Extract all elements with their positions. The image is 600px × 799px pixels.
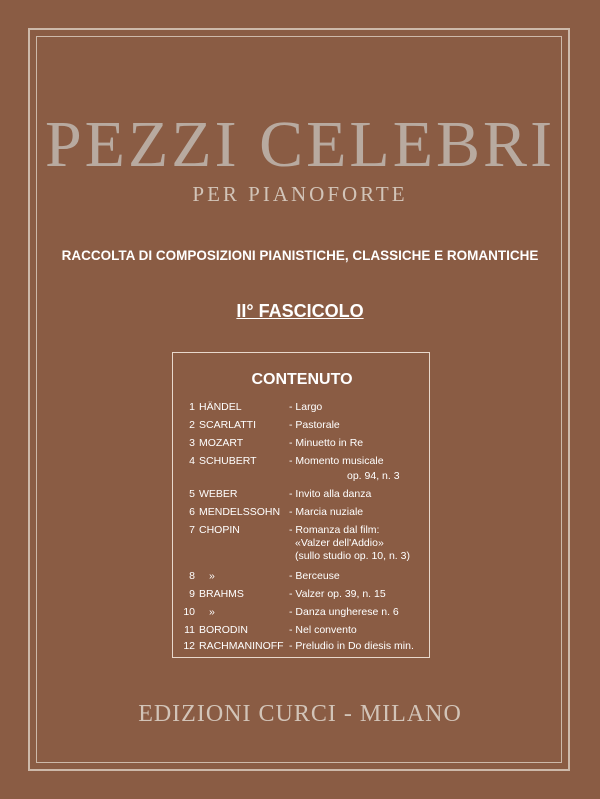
piece-title: - Largo bbox=[289, 401, 323, 413]
composer: HÄNDEL bbox=[199, 401, 242, 413]
contents-title: CONTENUTO bbox=[251, 371, 353, 388]
composer-ditto: » bbox=[209, 606, 215, 618]
item-number: 8 bbox=[189, 570, 195, 582]
piece-title: - Valzer op. 39, n. 15 bbox=[289, 588, 386, 600]
contents-row-continuation bbox=[173, 536, 431, 550]
piece-title: - Berceuse bbox=[289, 570, 340, 582]
composer: SCARLATTI bbox=[199, 419, 256, 431]
piece-detail: op. 94, n. 3 bbox=[347, 470, 400, 482]
piece-title: - Minuetto in Re bbox=[289, 437, 364, 449]
contents-row bbox=[173, 523, 431, 537]
item-number: 5 bbox=[189, 488, 195, 500]
contents-row bbox=[173, 569, 431, 583]
contents-row-continuation bbox=[173, 549, 431, 563]
item-number: 2 bbox=[189, 419, 195, 431]
item-number: 12 bbox=[183, 640, 195, 652]
item-number: 6 bbox=[189, 506, 195, 518]
volume-label: II° FASCICOLO bbox=[236, 301, 364, 321]
item-number: 3 bbox=[189, 437, 195, 449]
piece-title: - Danza ungherese n. 6 bbox=[289, 606, 399, 618]
item-number: 10 bbox=[183, 606, 195, 618]
contents-box bbox=[172, 352, 430, 658]
contents-row bbox=[173, 436, 431, 450]
composer: BRAHMS bbox=[199, 588, 244, 600]
composer: RACHMANINOFF bbox=[199, 640, 284, 652]
piece-detail: (sullo studio op. 10, n. 3) bbox=[295, 550, 410, 562]
collection-description: RACCOLTA DI COMPOSIZIONI PIANISTICHE, CLASSICHE E ROMANTICHE bbox=[61, 248, 539, 263]
item-number: 4 bbox=[189, 455, 195, 467]
piece-title: - Romanza dal film: bbox=[289, 524, 380, 536]
item-number: 9 bbox=[189, 588, 195, 600]
composer: SCHUBERT bbox=[199, 455, 257, 467]
contents-row bbox=[173, 505, 431, 519]
piece-title: - Invito alla danza bbox=[289, 488, 372, 500]
contents-row bbox=[173, 454, 431, 468]
contents-row bbox=[173, 623, 431, 637]
item-number: 7 bbox=[189, 524, 195, 536]
composer: WEBER bbox=[199, 488, 238, 500]
contents-row bbox=[173, 587, 431, 601]
piece-title: - Pastorale bbox=[289, 419, 340, 431]
contents-row bbox=[173, 400, 431, 414]
composer: MENDELSSOHN bbox=[199, 506, 281, 518]
contents-row bbox=[173, 605, 431, 619]
piece-title: - Marcia nuziale bbox=[289, 506, 364, 518]
piece-detail: «Valzer dell'Addio» bbox=[295, 537, 384, 549]
publisher-imprint: EDIZIONI CURCI - MILANO bbox=[138, 701, 462, 727]
contents-row bbox=[173, 418, 431, 432]
piece-title: - Nel convento bbox=[289, 624, 357, 636]
composer: MOZART bbox=[199, 437, 244, 449]
cover-subtitle: PER PIANOFORTE bbox=[192, 182, 408, 206]
composer-ditto: » bbox=[209, 570, 215, 582]
piece-title: - Momento musicale bbox=[289, 455, 384, 467]
contents-row-continuation bbox=[173, 469, 431, 483]
cover-title: PEZZI CELEBRI bbox=[44, 108, 556, 181]
contents-row bbox=[173, 639, 431, 653]
composer: BORODIN bbox=[199, 624, 249, 636]
piece-title: - Preludio in Do diesis min. bbox=[289, 640, 414, 652]
item-number: 11 bbox=[184, 624, 195, 636]
composer: CHOPIN bbox=[199, 524, 240, 536]
item-number: 1 bbox=[189, 401, 195, 413]
contents-row bbox=[173, 487, 431, 501]
